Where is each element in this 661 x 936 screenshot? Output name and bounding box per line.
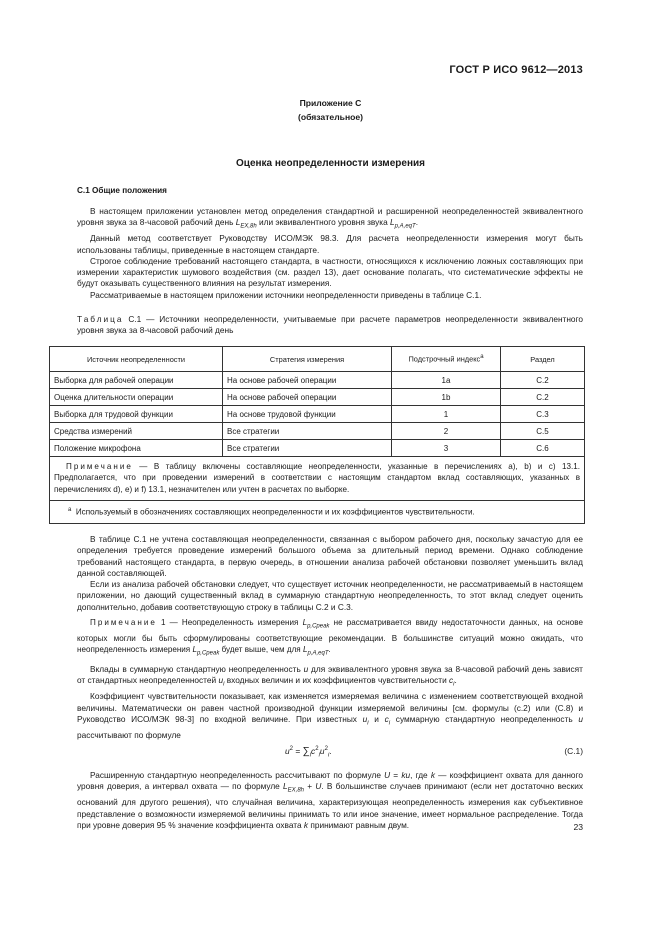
- table-row: Выборка для трудовой функции На основе трудовой функции 1 С.3: [50, 406, 585, 423]
- column-header-index: Подстрочный индекс$^a$: [392, 347, 501, 372]
- intro-paragraph-3: Строгое соблюдение требований настоящего стандарта, в частности, относящихся к исключению ложных составляющих при измерении характеристик шумового воздействия (см. раздел 13), дает основание полагать, что систематические эффекты не будут оказывать существенного влияния на результат измерения.: [77, 255, 583, 289]
- body-text-expanded: [77, 770, 583, 831]
- paragraph-expanded-uncertainty: Расширенную стандартную неопределенность рассчитывают по формуле U = ku, где k — коэффициент охвата для данного уровня доверия, а интервал охвата — по формуле $L_{EX,8h} + U$. В большинстве случаев принимают (если нет достаточно веских оснований для другого решения), что случайная величина, характеризующая неопределенность измерения как субъективное представление о возможности измеряемой величины принимать то или иное значение, имеет нормальное распределение. Тогда при уровне доверия 95 % значение коэффициента охвата k принимают равным двум.: [77, 770, 583, 830]
- table-footnote-row: [50, 500, 585, 523]
- formula-number: (С.1): [564, 746, 583, 756]
- standard-header: ГОСТ Р ИСО 9612—2013: [449, 64, 583, 76]
- table-note: Примечание — В таблицу включены составляющие неопределенности, указанные в перечислениях а), b) и c) 13.1. Предполагается, что при проведении измерений в соответствии с настоящим стандартом вклад составляющих, указанных в перечислениях d), e) и f) 13.1, незначителен или учтен в расчетах по выборке.: [50, 457, 585, 501]
- table-header-row: [50, 347, 585, 372]
- intro-paragraph-1: В настоящем приложении установлен метод определения стандартной и расширенной неопределенностей эквивалентного уровня звука за 8-часовой рабочий день $L_{EX,8h}$ или эквивалентного уровня звука $L_{p,A,eqT}$.: [77, 206, 583, 230]
- formula-expression: $u^2 = \sum_ic^2_iu^2_i$.: [285, 746, 332, 759]
- uncertainty-sources-table: [49, 346, 585, 524]
- section-heading: С.1 Общие положения: [77, 186, 167, 195]
- table-footnote: $^a$ Используемый в обозначениях составляющих неопределенности и их коэффициентов чувствительности.: [50, 500, 585, 523]
- paragraph-extra-source: Если из анализа рабочей обстановки следует, что существует источник неопределенности, не рассматриваемый в настоящем приложении, но дающий существенный вклад в суммарную стандартную неопределенность, то этот вклад следует оценить дополнительно, добавив соответствующую строку в таблицы С.2 и С.3.: [77, 579, 583, 612]
- column-header-section: Раздел: [501, 347, 585, 372]
- page-number: 23: [573, 822, 583, 832]
- note-1: Примечание 1 — Неопределенность измерения $L_{p,Cpeak}$ не рассматривается ввиду недостаточности данных, на основе которых могли бы быть сформулированы соответствующие рекомендации. В большинстве ситуаций можно ожидать, что неопределенность измерения $L_{p,Cpeak}$ будет выше, чем для $L_{p,A,eqT}$.: [77, 618, 583, 657]
- paragraph-contributions: Вклады в суммарную стандартную неопределенность u для эквивалентного уровня звука за 8-часовой рабочий день зависят от стандартных неопределенностей $u_i$ входных величин и их коэффициентов чувствительности $c_i$.: [77, 664, 583, 689]
- appendix-name: Приложение С: [299, 98, 362, 108]
- paragraph-day-sampling: В таблице С.1 не учтена составляющая неопределенности, связанная с выбором рабочего дня, поскольку зачастую для ее определения требуется проведение измерений большого объема за длительный период времени. Однако соблюдение требований настоящего стандарта, в первую очередь, в отношении анализа рабочей обстановки позволяет уменьшить вклад данной составляющей.: [77, 534, 583, 578]
- table-row: Средства измерений Все стратегии 2 С.5: [50, 423, 585, 440]
- intro-paragraph-4: Рассматриваемые в настоящем приложении источники неопределенности приведены в таблице С.1.: [90, 289, 482, 300]
- body-text: [77, 534, 583, 741]
- table-row: Положение микрофона Все стратегии 3 С.6: [50, 440, 585, 457]
- appendix-title: Оценка неопределенности измерения: [236, 158, 425, 169]
- appendix-heading: [0, 96, 661, 124]
- intro-text: [77, 206, 583, 301]
- appendix-status: (обязательное): [297, 112, 364, 122]
- table-row: Оценка длительности операции На основе рабочей операции 1b С.2: [50, 389, 585, 406]
- table-caption: Таблица С.1 — Источники неопределенности, учитываемые при расчете параметров неопределенности эквивалентного уровня звука за 8-часовой рабочий день: [77, 314, 583, 336]
- intro-paragraph-2: Данный метод соответствует Руководству ИСО/МЭК 98.3. Для расчета неопределенности измерения могут быть использованы таблицы, приведенные в настоящем стандарте.: [77, 233, 583, 255]
- table-note-row: [50, 457, 585, 501]
- paragraph-sensitivity: Коэффициент чувствительности показывает, как изменяется измеряемая величина с изменением соответствующей входной величины. Математически он равен частной производной функции измеряемой величины [см. формулы (с.2) или (С.8) и Руководство ИСО/МЭК 98-3] по входной величине. При известных $u_i$ и $c_i$ суммарную стандартную неопределенность u рассчитывают по формуле: [77, 691, 584, 740]
- column-header-strategy: Стратегия измерения: [223, 347, 392, 372]
- formula-c1: [77, 744, 583, 766]
- table-row: Выборка для рабочей операции На основе рабочей операции 1а С.2: [50, 372, 585, 389]
- column-header-source: Источник неопределенности: [50, 347, 223, 372]
